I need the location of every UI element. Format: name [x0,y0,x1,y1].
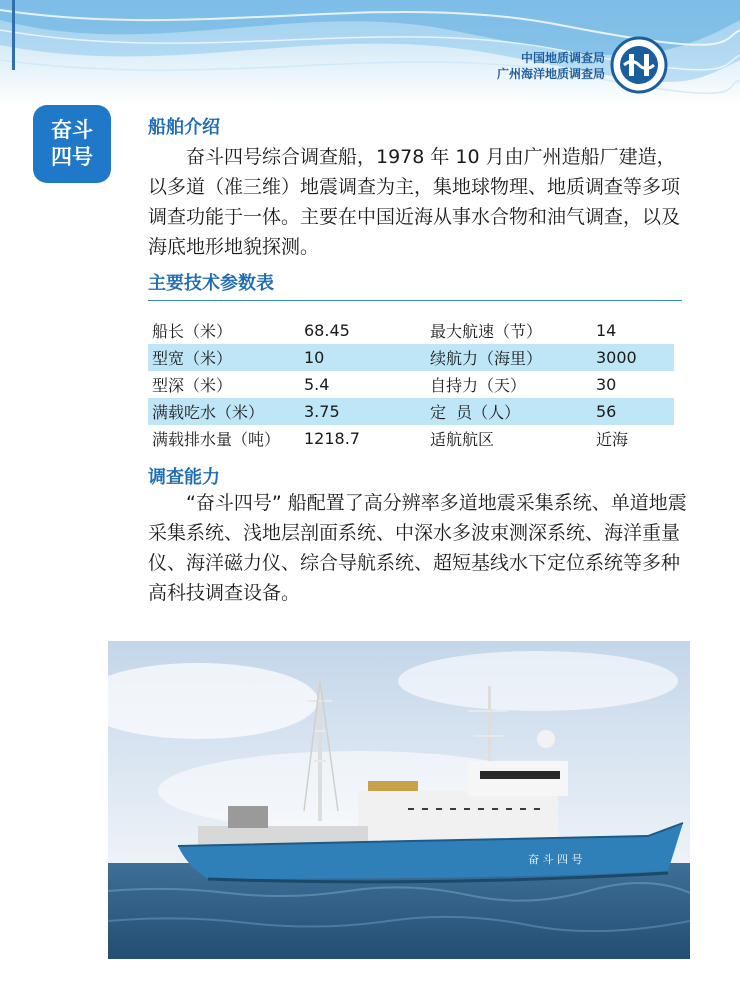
table-row [148,317,674,344]
spec-label: 满载排水量（吨） [152,430,281,449]
spec-value: 10 [300,344,426,371]
badge-line1: 奋斗 [51,118,93,142]
spec-value: 30 [596,375,617,394]
intro-heading: 船舶介绍 [148,117,220,138]
intro-paragraph: 奋斗四号综合调查船，1978 年 10 月由广州造船厂建造，以多道（准三维）地震调查为主，集地球物理、地质调查等多项调查功能于一体。主要在中国近海从事水合物和油气调查，以及海底地形地貌探测。 [148,146,681,258]
spec-value: 3.75 [300,398,426,425]
svg-text:奋 斗 四 号: 奋 斗 四 号 [528,853,583,866]
spec-value: 1218.7 [304,429,360,448]
table-row [148,344,674,371]
specs-table [148,317,674,452]
spec-label: 满载吃水（米） [148,398,300,425]
capability-heading: 调查能力 [148,467,220,488]
spec-value: 5.4 [304,375,330,394]
spec-label: 续航力（海里） [426,344,592,371]
spec-value: 14 [596,321,617,340]
spec-label: 型深（米） [152,376,233,395]
org-name-line2: 广州海洋地质调查局 [496,67,605,81]
spec-label: 适航航区 [430,430,495,449]
research-vessel-photo [108,641,690,959]
spec-value: 68.45 [304,321,350,340]
survey-bureau-logo-icon [610,36,668,94]
spec-label: 船长（米） [152,322,233,341]
spec-label: 定 员（人） [426,398,592,425]
org-name-line1: 中国地质调查局 [520,51,605,65]
table-row [148,371,674,398]
capability-paragraph: “奋斗四号” 船配置了高分辨率多道地震采集系统、单道地震采集系统、浅地层剖面系统、中深水多波束测深系统、海洋重量仪、海洋磁力仪、综合导航系统、超短基线水下定位系统等多种高科技调查设备。 [148,492,687,604]
table-row [148,425,674,452]
spec-value: 近海 [596,430,629,449]
spec-label: 最大航速（节） [430,322,543,341]
spec-label: 自持力（天） [430,376,527,395]
specs-heading: 主要技术参数表 [148,273,274,294]
spec-value: 3000 [592,344,674,371]
badge-line2: 四号 [51,145,93,169]
table-row [148,398,674,425]
spec-value: 56 [592,398,674,425]
spec-label: 型宽（米） [148,344,300,371]
ship-name-badge [33,105,111,183]
specs-divider [148,300,682,301]
organization-name [497,50,605,82]
